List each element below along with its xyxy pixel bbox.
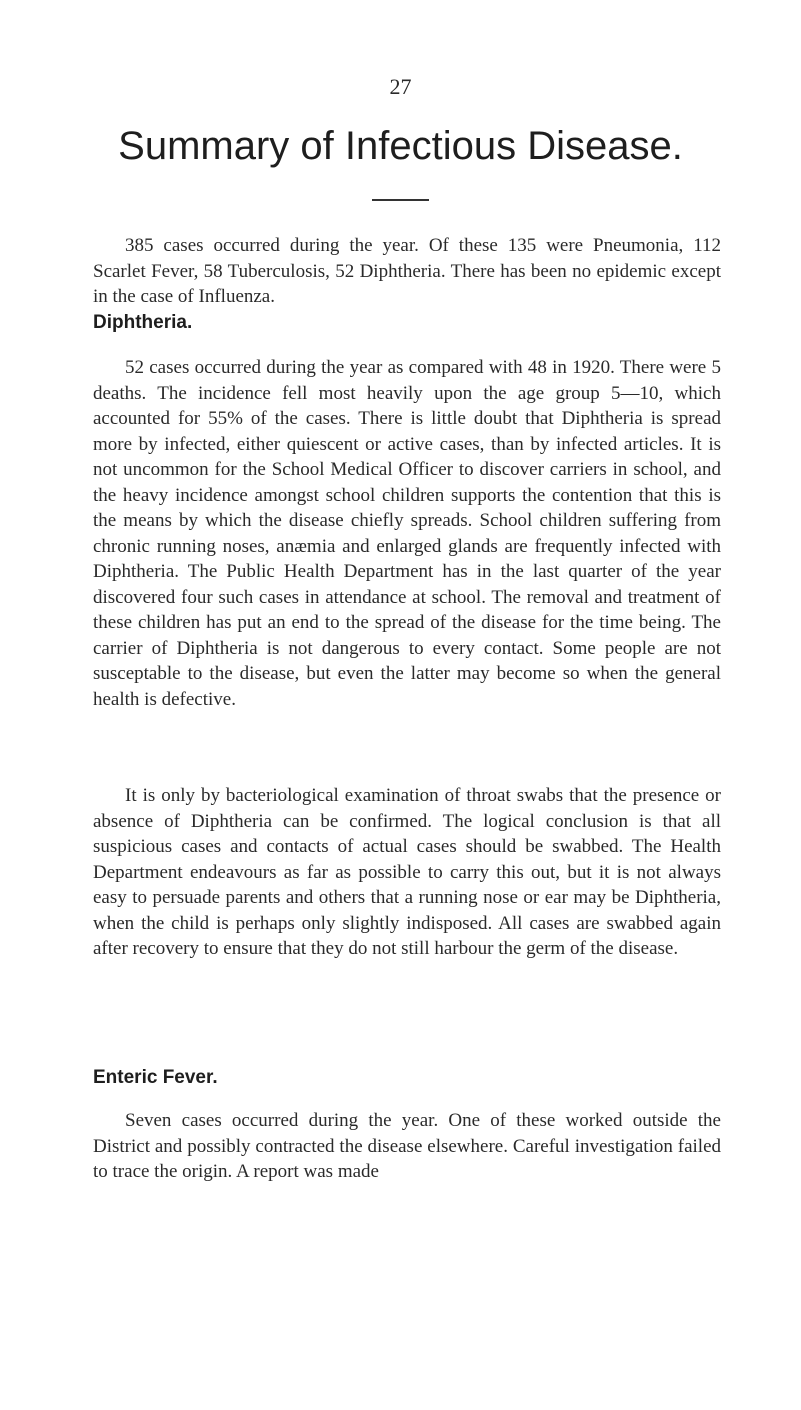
diphtheria-paragraph-2	[93, 783, 721, 962]
page-number: 27	[389, 74, 412, 99]
intro-paragraph	[93, 233, 721, 310]
title-divider	[372, 199, 429, 201]
diphtheria-text-2: It is only by bacteriological examination of throat swabs that the presence or absence of Diphtheria can be confirmed. The logical conclusion is that all suspicious cases and contacts of actual cases should be swabbed. The Health Department endeavours as far as possible to carry this out, but it is not always easy to persuade parents and others that a running nose or ear may be Diphtheria, when the child is perhaps only slightly indisposed. All cases are swabbed again after recovery to ensure that they do not still harbour the germ of the disease.	[93, 785, 721, 959]
section-heading-enteric-fever: Enteric Fever.	[93, 1067, 218, 1088]
intro-text: 385 cases occurred during the year. Of these 135 were Pneumonia, 112 Scarlet Fever, 58 Tuberculosis, 52 Diphtheria. There has been no epidemic except in the case of Influenza.	[93, 235, 721, 307]
enteric-paragraph-1	[93, 1108, 721, 1185]
page-title: Summary of Infectious Disease.	[118, 124, 683, 168]
enteric-text-1: Seven cases occurred during the year. One of these worked outside the District and possibly contracted the disease elsewhere. Careful investigation failed to trace the origin. A report was made	[93, 1110, 721, 1182]
diphtheria-text-1: 52 cases occurred during the year as compared with 48 in 1920. There were 5 deaths. The incidence fell most heavily upon the age group 5—10, which accounted for 55% of the cases. There is little doubt that Diphtheria is spread more by infected, either quiescent or active cases, than by infected articles. It is not uncommon for the School Medical Officer to discover carriers in school, and the heavy incidence amongst school children supports the contention that this is the means by which the disease chiefly spreads. School children suffering from chronic running noses, anæmia and enlarged glands are frequently infected with Diphtheria. The Public Health Department has in the last quarter of the year discovered four such cases in attendance at school. The removal and treatment of these children has put an end to the spread of the disease for the time being. The carrier of Diphtheria is not dangerous to every contact. Some people are not susceptable to the disease, but even the latter may become so when the general health is defective.	[93, 357, 721, 710]
section-heading-diphtheria: Diphtheria.	[93, 312, 193, 333]
diphtheria-paragraph-1	[93, 355, 721, 712]
